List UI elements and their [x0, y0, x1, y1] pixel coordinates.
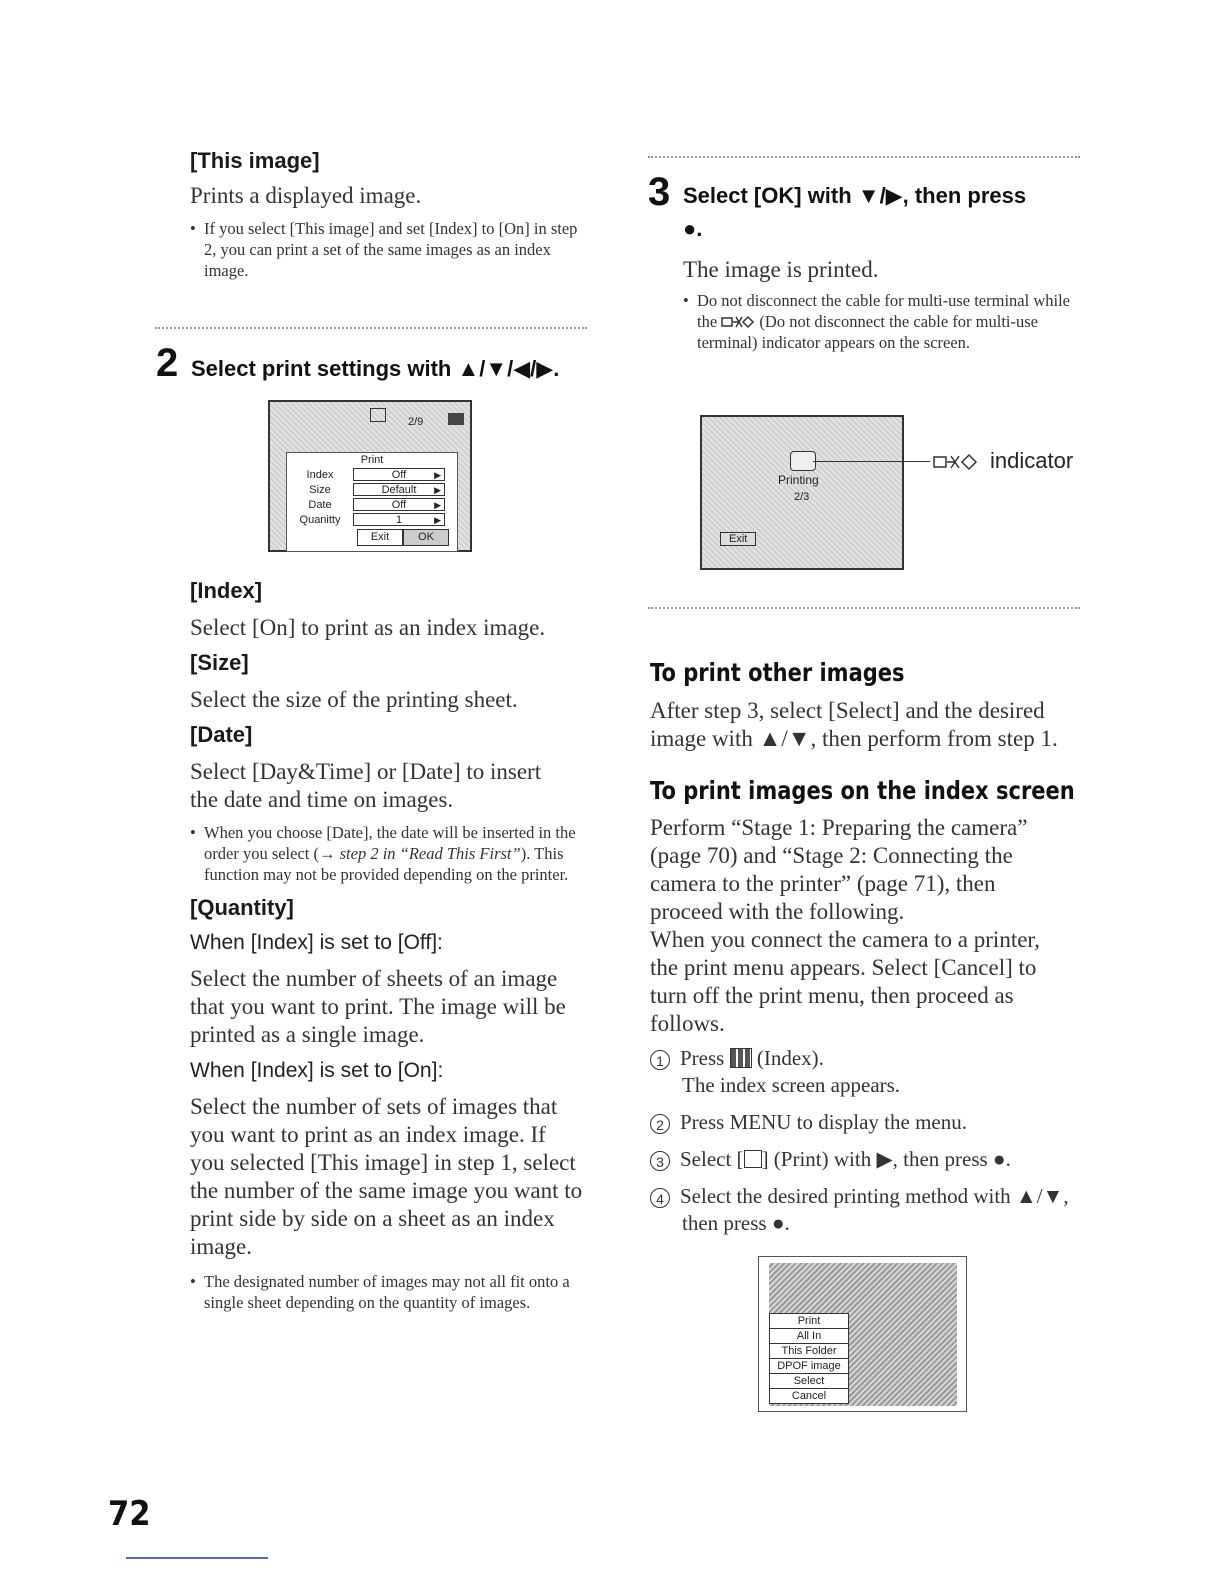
index-step-1-sub: The index screen appears.: [682, 1073, 901, 1097]
this-image-body: Prints a displayed image.: [190, 183, 422, 208]
index-off-body: Select the number of sheets of an image that you want to print. The image will be printed as a single image.: [190, 966, 566, 1047]
print-menu-title: Print: [770, 1314, 848, 1329]
index-screen-body-2: When you connect the camera to a printer, the print menu appears. Select [Cancel] to turn off the print menu, then proceed as follows.: [650, 927, 1040, 1036]
divider: [648, 607, 1080, 609]
step-3-title: Select [OK] with ▼/▶, then press: [683, 183, 1027, 208]
print-menu-title: Print: [360, 454, 384, 466]
step-reference-link[interactable]: step 2 in “Read This First”: [339, 844, 521, 863]
when-index-off: When [Index] is set to [Off]:: [190, 931, 443, 954]
print-settings-screen: [268, 400, 472, 552]
step-2-number: 2: [156, 341, 179, 385]
date-body: Select [Day&Time] or [Date] to insert the date and time on images.: [190, 759, 542, 812]
menu-row-size[interactable]: Size Default ▶: [287, 482, 457, 497]
other-images-heading: To print other images: [650, 658, 905, 687]
date-heading: [Date]: [190, 722, 253, 747]
menu-row-date[interactable]: Date Off ▶: [287, 497, 457, 512]
do-not-disconnect-icon: [932, 452, 984, 472]
other-images-body: After step 3, select [Select] and the desired image with ▲/▼, then perform from step 1.: [650, 698, 1058, 751]
print-counter: 2/3: [794, 491, 810, 503]
indicator-leader-line: [813, 461, 930, 462]
index-screen-heading: To print images on the index screen: [650, 776, 1075, 805]
size-body: Select the size of the printing sheet.: [190, 687, 518, 712]
quantity-note: • The designated number of images may not all fit onto a single sheet depending on the quantity of images.: [190, 1271, 589, 1313]
step-2-title: Select print settings with ▲/▼/◀/▶.: [191, 356, 560, 381]
menu-item-cancel[interactable]: Cancel: [791, 1390, 827, 1402]
index-print-screen: [758, 1256, 967, 1412]
menu-item-all-in[interactable]: All In: [770, 1329, 848, 1344]
right-arrow-icon: ▶: [434, 485, 441, 495]
step-3-note: • Do not disconnect the cable for multi-use terminal while the (Do not disconnect the cable for multi-use terminal) indicator appears on the screen.: [683, 290, 1078, 353]
step-3-title-line2: ●.: [683, 216, 703, 241]
indicator-label: indicator: [990, 448, 1074, 473]
do-not-disconnect-icon: [721, 314, 755, 330]
divider: [155, 327, 587, 329]
image-counter: 2/9: [408, 416, 424, 428]
step-3-number: 3: [648, 170, 671, 214]
date-note: • When you choose [Date], the date will be inserted in the order you select (→ step 2 in “Read This First”). This function may not be provided depending on the printer.: [190, 822, 589, 885]
exit-button[interactable]: Exit: [720, 532, 756, 546]
right-arrow-icon: ▶: [434, 515, 441, 525]
page-number: 72: [108, 1494, 151, 1534]
index-step-3: 3 Select [ ] (Print) with ▶, then press ●.: [650, 1146, 1080, 1173]
index-body: Select [On] to print as an index image.: [190, 615, 546, 640]
index-on-body: Select the number of sets of images that you want to print as an index image. If you selected [This image] in step 1, select the number of the same image you want to print side by side on a sheet as an index image.: [190, 1094, 583, 1259]
index-step-4: 4 Select the desired printing method with ▲/▼, then press ●.: [650, 1183, 1072, 1237]
right-arrow-icon: ▶: [434, 500, 441, 510]
index-heading: [Index]: [190, 578, 263, 603]
when-index-on: When [Index] is set to [On]:: [190, 1059, 444, 1082]
ok-button[interactable]: OK: [403, 529, 449, 546]
printing-label: Printing: [778, 473, 819, 487]
print-icon: [370, 408, 386, 422]
this-image-heading: [This image]: [190, 148, 320, 173]
index-step-1: 1 Press (Index).: [650, 1045, 1080, 1072]
print-icon: [744, 1150, 762, 1168]
camera-icon: [448, 413, 464, 425]
this-image-note: • If you select [This image] and set [Index] to [On] in step 2, you can print a set of the same images as an index image.: [190, 218, 590, 281]
right-arrow-icon: ▶: [434, 470, 441, 480]
index-screen-body-1: Perform “Stage 1: Preparing the camera” (page 70) and “Stage 2: Connecting the camera to the printer” (page 71), then proceed with the following.: [650, 815, 1028, 924]
menu-item-dpof-image[interactable]: DPOF image: [770, 1359, 848, 1374]
size-heading: [Size]: [190, 650, 249, 675]
exit-button[interactable]: Exit: [357, 529, 403, 546]
menu-row-index[interactable]: Index Off ▶: [287, 467, 457, 482]
quantity-heading: [Quantity]: [190, 895, 294, 920]
printing-screen: [700, 415, 904, 570]
index-step-2: 2 Press MENU to display the menu.: [650, 1109, 1080, 1136]
menu-item-select[interactable]: Select: [770, 1374, 848, 1389]
menu-item-this-folder[interactable]: This Folder: [770, 1344, 848, 1359]
step-3-body: The image is printed.: [683, 257, 879, 282]
footer-rule: [126, 1557, 268, 1559]
divider: [648, 156, 1080, 158]
print-menu: [286, 452, 458, 552]
index-grid-icon: [730, 1048, 752, 1068]
print-method-menu: [769, 1313, 849, 1404]
menu-row-quantity[interactable]: Quanitty 1 ▶: [287, 512, 457, 527]
